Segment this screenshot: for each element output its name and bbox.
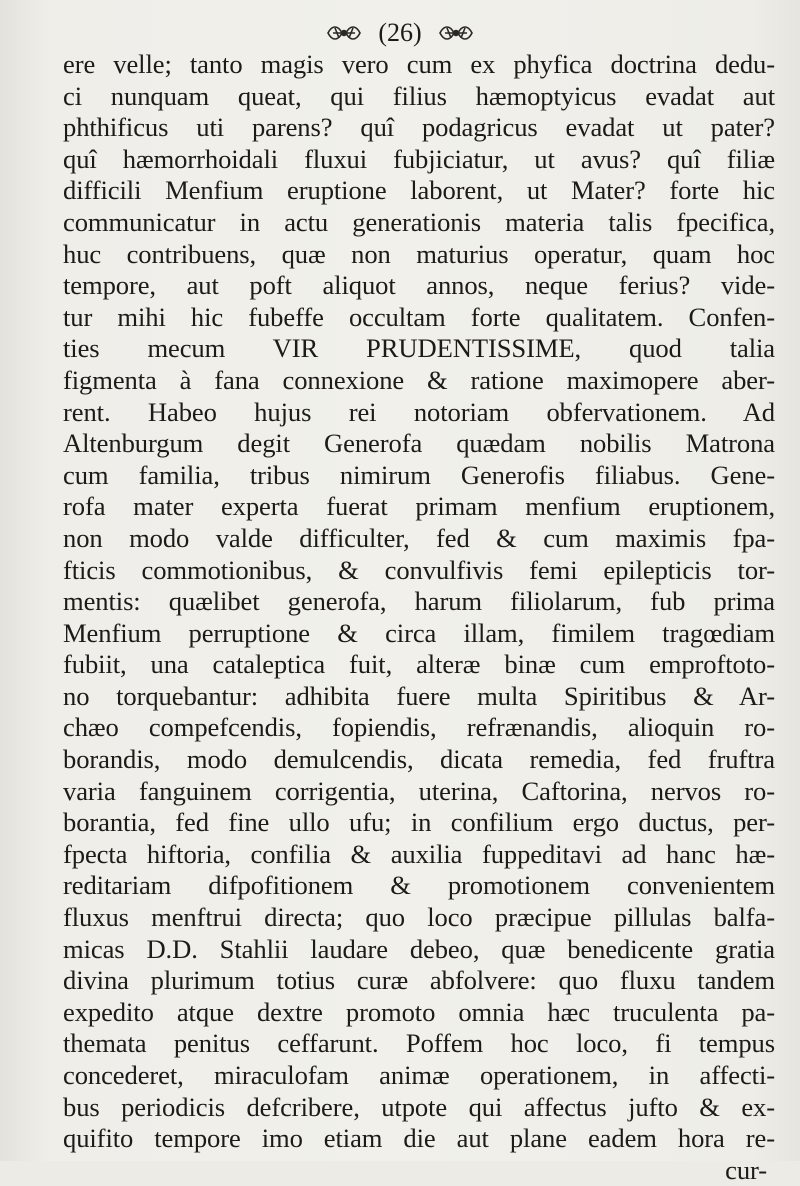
text-line: Altenburgum degit Generofa quædam nobilis Matrona [63,428,775,459]
text-line: micas D.D. Stahlii laudare debeo, quæ benedicente gratia [63,933,775,964]
text-line: concederet, miraculofam animæ operationem, in affecti- [63,1060,775,1090]
text-line: difficili Menfium eruptione laborent, ut Mater? forte hic [63,175,775,206]
text-line: phthificus uti parens? quî podagricus evadat ut pater? [63,112,775,143]
text-line: divina plurimum totius curæ abfolvere: quo fluxu tandem [63,965,775,996]
text-line: fubiit, una cataleptica fuit, alteræ binæ cum emproftoto- [63,649,775,680]
fleuron-ornament-right [436,22,476,44]
text-line: tempore, aut poft aliquot annos, neque ferius? vide- [63,270,775,301]
text-line: quifito tempore imo etiam die aut plane eadem hora re- [63,1123,775,1154]
text-line: rofa mater experta fuerat primam menfium eruptionem, [63,491,775,522]
text-line: reditariam difpofitionem & promotionem convenientem [63,870,775,901]
text-line: mentis: quælibet generofa, harum filiolarum, fub prima [63,586,775,617]
text-line: expedito atque dextre promoto omnia hæc truculenta pa- [63,996,775,1027]
text-line: varia fanguinem corrigentia, uterina, Caftorina, nervos ro- [63,775,775,806]
text-line: rent. Habeo hujus rei notoriam obfervationem. Ad [63,396,775,427]
text-line: borantia, fed fine ullo ufu; in confilium ergo ductus, per- [63,807,775,838]
text-line: bus periodicis defcribere, utpote qui affectus jufto & ex- [63,1091,775,1122]
text-line: fticis commotionibus, & convulfivis femi epilepticis tor- [63,554,775,585]
text-line: fpecta hiftoria, confilia & auxilia fuppeditavi ad hanc hæ- [63,838,775,869]
text-line: themata penitus ceffarunt. Poffem hoc loco, fi tempus [63,1028,775,1059]
text-line: fluxus menftrui directa; quo loco præcipue pillulas balfa- [63,902,775,933]
text-line: ci nunquam queat, qui filius hæmoptyicus evadat aut [63,80,775,111]
text-line: no torquebantur: adhibita fuere multa Spiritibus & Ar- [63,680,775,711]
text-line: ere velle; tanto magis vero cum ex phyfica doctrina dedu- [63,49,775,79]
fleuron-ornament-left [324,22,364,44]
text-line: non modo valde difficulter, fed & cum maximis fpa- [63,522,775,553]
page-header [0,14,800,50]
text-line: communicatur in actu generationis materia talis fpecifica, [63,206,775,237]
text-line: chæo compefcendis, fopiendis, refrænandis, alioquin ro- [63,712,775,743]
text-line: tur mihi hic fubeffe occultam forte qualitatem. Confen- [63,301,775,332]
body-text [63,49,775,1186]
text-line: borandis, modo demulcendis, dicata remedia, fed fruftra [63,744,775,775]
text-line: huc contribuens, quæ non maturius operatur, quam hoc [63,238,775,269]
text-line: quî hæmorrhoidali fluxui fubjiciatur, ut avus? quî filiæ [63,143,775,174]
text-line: Menfium perruptione & circa illam, fimilem tragœdiam [63,617,775,648]
page-number: (26) [378,18,422,48]
catchword: cur- [725,1154,767,1185]
text-line: figmenta à fana connexione & ratione maximopere aber- [63,364,775,395]
text-line: cum familia, tribus nimirum Generofis filiabus. Gene- [63,459,775,490]
text-line: ties mecum VIR PRUDENTISSIME, quod talia [63,333,775,364]
